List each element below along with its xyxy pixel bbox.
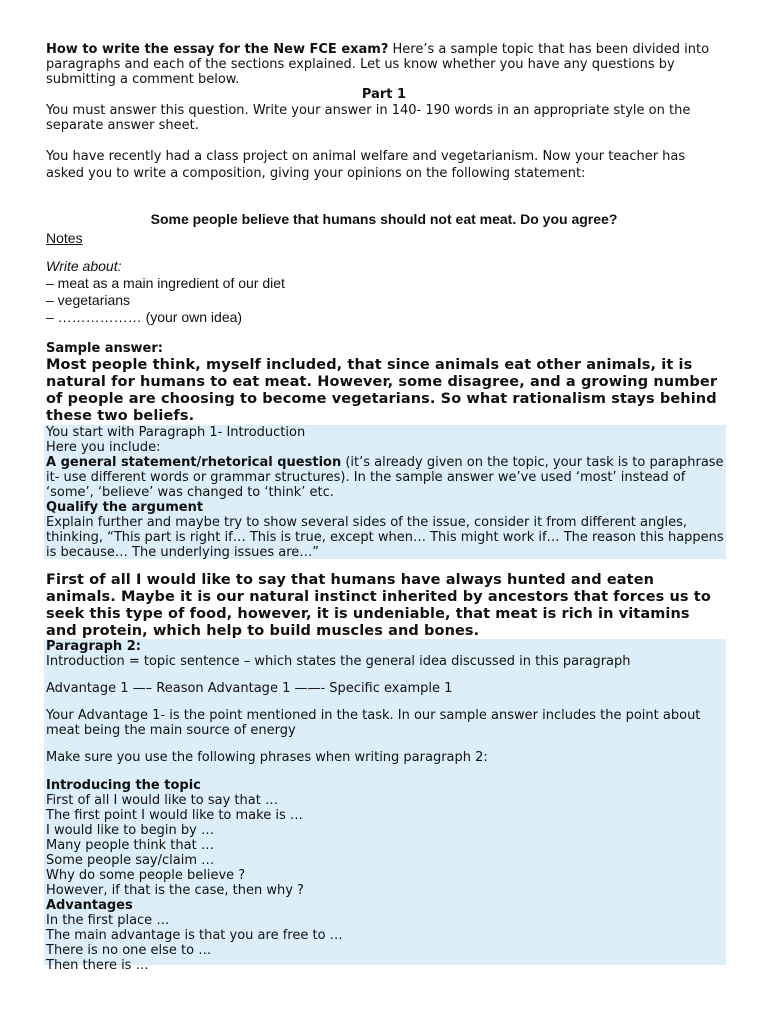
qualify-heading: Qualify the argument	[46, 500, 204, 515]
phrase-item: In the first place …	[46, 913, 170, 928]
sample-paragraph-1: Most people think, myself included, that since animals eat other animals, it is natural for humans to eat meat. However, some disagree, and a growing number of people are choosing to become vegetarians. So what rationalism stays behind these two beliefs.	[46, 357, 718, 424]
your-advantage-text: Your Advantage 1- is the point mentioned in the task. In our sample answer includes the point about meat being the main source of energy	[46, 708, 701, 738]
phrase-item: Some people say/claim …	[46, 853, 215, 868]
paragraph-2-guide-box	[44, 639, 726, 973]
phrase-item: First of all I would like to say that …	[46, 793, 278, 808]
phrase-item: The first point I would like to make is …	[46, 808, 303, 823]
paragraph-2-heading: Paragraph 2:	[46, 639, 141, 654]
notes-list	[46, 258, 722, 326]
box1-line: You start with Paragraph 1- Introduction	[46, 425, 306, 440]
topic-sentence-line: Introduction = topic sentence – which states the general idea discussed in this paragraph	[46, 654, 631, 669]
context-paragraph: You have recently had a class project on animal welfare and vegetarianism. Now your teacher has asked you to write a composition, giving your opinions on the following statement:	[46, 149, 686, 181]
introducing-topic-heading: Introducing the topic	[46, 778, 201, 793]
instructions-paragraph: You must answer this question. Write your answer in 140- 190 words in an appropriate style on the separate answer sheet.	[46, 103, 691, 133]
general-statement-heading: A general statement/rhetorical question	[46, 455, 342, 470]
notes-item: – meat as a main ingredient of our diet	[46, 275, 285, 291]
sample-paragraph-2: First of all I would like to say that humans have always hunted and eaten animals. Maybe it is our natural instinct inherited by ancestors that forces us to seek this type of food, however, it is undeniable, that meat is rich in vitamins and protein, which help to build muscles and bones.	[46, 572, 711, 639]
advantage-line: Advantage 1 —– Reason Advantage 1 ——- Specific example 1	[46, 681, 453, 696]
general-statement-text: (it’s already given on the topic, your task is to paraphrase it- use different words or grammar structures). In the sample answer we’ve used ‘most’ instead of ‘some’, ‘believe’ was changed to ‘think’ etc.	[46, 455, 724, 500]
phrase-item: I would like to begin by …	[46, 823, 214, 838]
intro-title: How to write the essay for the New FCE exam?	[46, 42, 389, 57]
part-heading	[46, 87, 722, 102]
general-statement-paragraph	[46, 455, 724, 500]
sample-answer-label-text: Sample answer:	[46, 341, 163, 356]
phrase-item: However, if that is the case, then why ?	[46, 883, 304, 898]
box1-line: Here you include:	[46, 440, 161, 455]
part-heading-text: Part 1	[361, 87, 407, 102]
notes-item: – vegetarians	[46, 292, 131, 308]
qualify-text: Explain further and maybe try to show several sides of the issue, consider it from different angles, thinking, “This part is right if… This is true, except when… This might work if… The reason this happens is because… The underlying issues are…”	[46, 515, 724, 560]
phrase-item: Why do some people believe ?	[46, 868, 246, 883]
notes-item: – ……………… (your own idea)	[46, 309, 243, 325]
phrase-item: Then there is …	[46, 958, 149, 973]
intro-text: Here’s a sample topic that has been divided into paragraphs and each of the sections explained. Let us know whether you have any questions by submitting a comment below.	[46, 42, 710, 87]
phrase-item: The main advantage is that you are free to …	[46, 928, 343, 943]
notes-heading: Notes	[46, 230, 83, 246]
paragraph-1-guide-box	[44, 425, 726, 559]
intro-paragraph	[46, 42, 722, 87]
sample-answer-label	[46, 341, 722, 356]
advantages-heading: Advantages	[46, 898, 133, 913]
phrase-item: Many people think that …	[46, 838, 214, 853]
phrase-item: There is no one else to …	[46, 943, 212, 958]
write-about-label: Write about:	[46, 258, 122, 274]
make-sure-text: Make sure you use the following phrases when writing paragraph 2:	[46, 750, 488, 765]
statement: Some people believe that humans should not eat meat. Do you agree?	[150, 211, 618, 227]
